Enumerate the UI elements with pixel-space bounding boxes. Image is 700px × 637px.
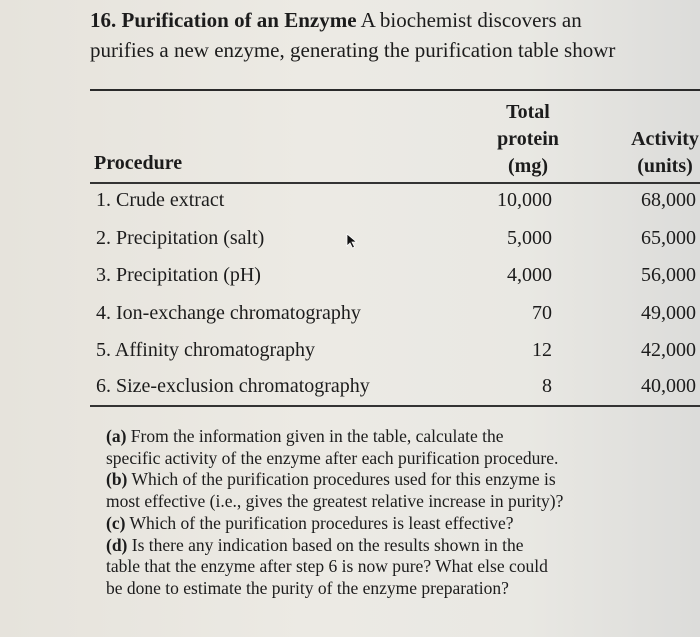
question-text-line: Which of the purification procedures is least effective? xyxy=(129,512,514,533)
header-procedure: Procedure xyxy=(94,152,183,174)
row-activity: 42,000 xyxy=(641,339,696,361)
problem-number: 16. xyxy=(90,8,117,32)
header-protein-line-3: (mg) xyxy=(508,155,548,177)
question-list xyxy=(106,426,696,600)
row-procedure: 2. Precipitation (salt) xyxy=(96,227,265,249)
row-procedure: 5. Affinity chromatography xyxy=(96,339,316,361)
table-row xyxy=(90,295,700,331)
question-label: (c) xyxy=(106,512,126,533)
question-label: (d) xyxy=(106,534,128,555)
row-activity: 49,000 xyxy=(641,302,696,324)
question-text-line: most effective (i.e., gives the greatest relative increase in purity)? xyxy=(106,491,564,512)
problem-title: Purification of an Enzyme xyxy=(121,8,357,32)
problem-header xyxy=(90,5,700,65)
row-procedure: 3. Precipitation (pH) xyxy=(96,264,261,286)
row-activity: 56,000 xyxy=(641,264,696,286)
question-text-line: From the information given in the table, calculate the xyxy=(130,426,504,446)
problem-header-line-1 xyxy=(90,5,700,35)
row-activity: 68,000 xyxy=(641,189,696,211)
row-protein: 12 xyxy=(532,339,552,361)
table-row xyxy=(90,182,700,218)
row-protein: 10,000 xyxy=(497,189,552,211)
row-protein: 4,000 xyxy=(507,264,552,286)
question-d xyxy=(106,535,696,600)
row-procedure: 6. Size-exclusion chromatography xyxy=(96,375,370,397)
row-activity: 65,000 xyxy=(641,227,696,249)
question-label: (b) xyxy=(106,469,128,490)
table-top-rule xyxy=(90,89,700,91)
table-row xyxy=(90,332,700,368)
question-text-line: Is there any indication based on the results shown in the xyxy=(131,534,524,555)
question-text-line: Which of the purification procedures used for this enzyme is xyxy=(131,469,556,490)
table-row xyxy=(90,220,700,256)
question-a xyxy=(106,426,696,469)
problem-intro-2: purifies a new enzyme, generating the purification table showr xyxy=(90,38,616,62)
row-procedure: 4. Ion-exchange chromatography xyxy=(96,302,361,324)
row-protein: 5,000 xyxy=(507,227,552,249)
table-row xyxy=(90,257,700,293)
question-c xyxy=(106,513,696,535)
row-procedure: 1. Crude extract xyxy=(96,189,225,211)
mouse-pointer-icon xyxy=(346,233,360,254)
header-protein-line-1: Total xyxy=(506,101,550,123)
table-bottom-rule xyxy=(90,405,700,407)
question-text-line: specific activity of the enzyme after each purification procedure. xyxy=(106,447,559,468)
row-protein: 70 xyxy=(532,302,552,324)
row-activity: 40,000 xyxy=(641,375,696,397)
row-protein: 8 xyxy=(542,375,552,397)
question-text-line: table that the enzyme after step 6 is now pure? What else could xyxy=(106,556,548,577)
header-protein-line-2: protein xyxy=(497,128,559,150)
header-activity-line-2: (units) xyxy=(637,155,693,177)
header-total-protein xyxy=(472,99,584,180)
question-label: (a) xyxy=(106,426,127,446)
header-activity-line-1: Activity xyxy=(631,128,699,150)
problem-intro-1: A biochemist discovers an xyxy=(360,8,582,32)
header-activity xyxy=(610,126,700,180)
table-row xyxy=(90,368,700,404)
problem-header-line-2 xyxy=(90,35,700,65)
question-b xyxy=(106,469,696,512)
question-text-line: be done to estimate the purity of the enzyme preparation? xyxy=(106,577,509,598)
